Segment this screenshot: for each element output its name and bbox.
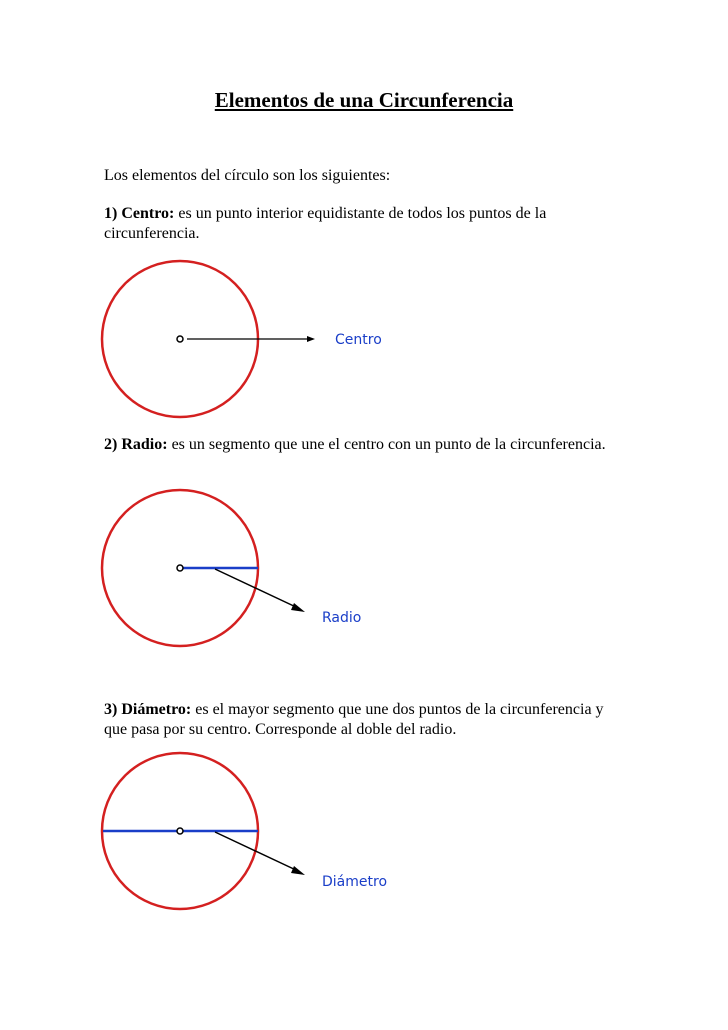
section-centro-term: 1) Centro:	[104, 205, 175, 222]
centro-arrowhead	[307, 336, 315, 342]
section-centro-definition: es un punto interior equidistante de todos los puntos de la circunferencia.	[104, 205, 547, 242]
diametro-figure	[95, 748, 415, 928]
centro-point	[177, 336, 183, 342]
centro-figure	[95, 254, 415, 434]
radio-label: Radio	[322, 610, 362, 626]
diametro-label: Diámetro	[322, 874, 388, 890]
section-radio-definition: es un segmento que une el centro con un punto de la circunferencia.	[167, 436, 606, 453]
section-diametro-term: 3) Diámetro:	[104, 701, 192, 718]
radio-center-point	[177, 565, 183, 571]
section-diametro-definition: es el mayor segmento que une dos puntos de la circunferencia y que pasa por su centro. Corresponde al doble del radio.	[104, 701, 604, 738]
section-radio-text	[104, 435, 624, 455]
radio-arrowhead	[291, 603, 305, 612]
section-diametro-text	[104, 700, 624, 740]
page-title: Elementos de una Circunferencia	[214, 88, 514, 112]
section-radio-term: 2) Radio:	[104, 436, 168, 453]
centro-label: Centro	[335, 332, 382, 348]
radio-figure	[95, 482, 415, 662]
diametro-center-point	[177, 828, 183, 834]
section-centro-text	[104, 204, 624, 244]
diametro-arrowhead	[291, 866, 305, 875]
intro-text: Los elementos del círculo son los siguientes:	[104, 167, 391, 184]
